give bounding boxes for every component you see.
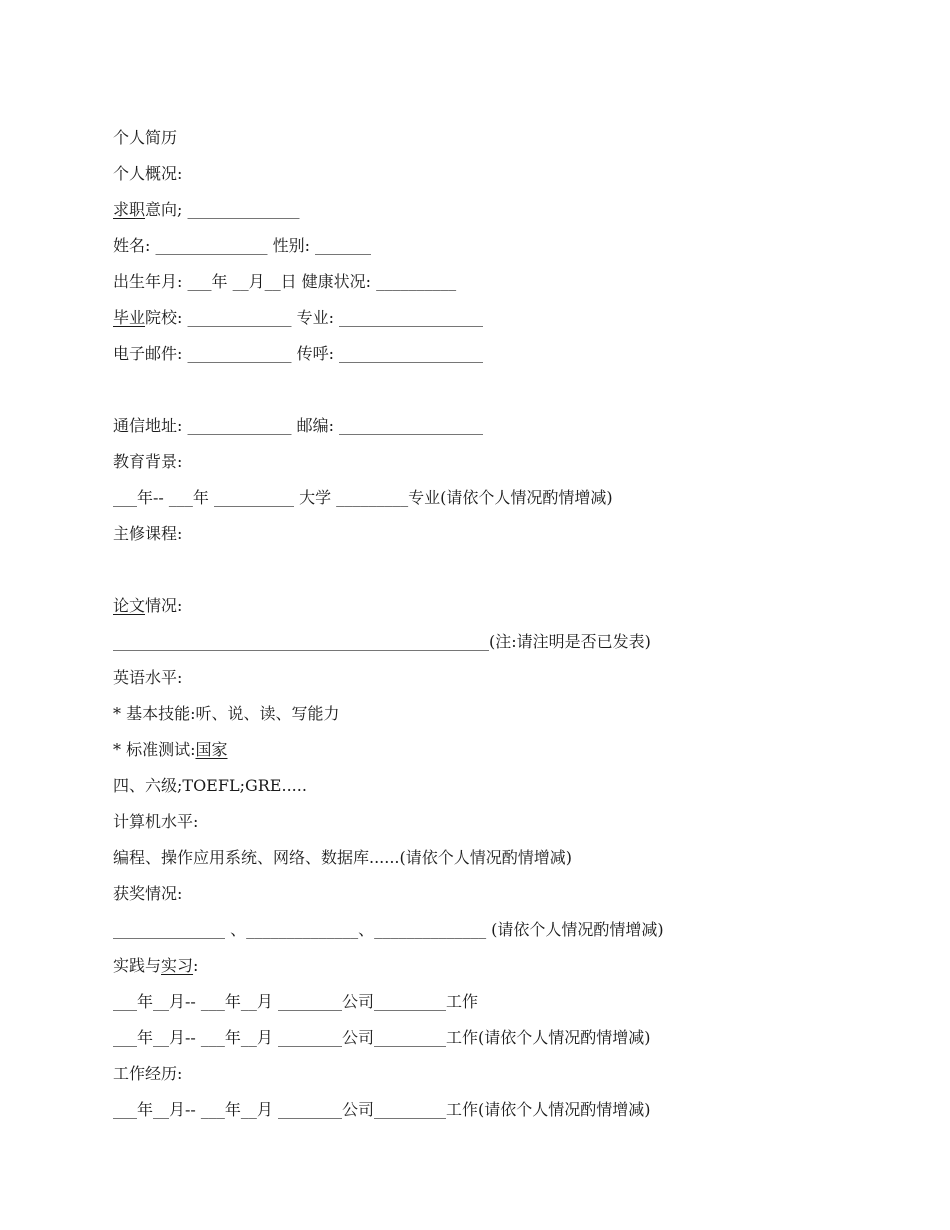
section-heading-practice: 实践与实习: [113,956,199,975]
practice-entry-line: ___年__月-- ___年__月 ________公司_________工作(请依个人情况酌情增减) [113,1028,651,1047]
underlined-term: 实习 [161,956,194,975]
email-pager-line: 电子邮件: _____________ 传呼: __________________ [113,344,484,363]
section-heading-computer: 计算机水平: [113,812,199,831]
thesis-entry-line: _______________________________________________(注:请注明是否已发表) [113,632,651,651]
section-heading-english: 英语水平: [113,668,183,687]
job-intention-line: 求职意向; ______________ [113,200,300,219]
underlined-term: 国家 [195,740,228,759]
section-heading-education: 教育背景: [113,452,183,471]
awards-entry-line: ______________ 、______________、______________ (请依个人情况酌情增减) [113,920,664,939]
blank-line [113,552,873,588]
blank-line [113,372,873,408]
name-gender-line: 姓名: ______________ 性别: _______ [113,236,372,255]
underlined-term: 求职 [113,200,146,219]
underlined-term: 论文 [113,596,146,615]
school-major-line: 毕业院校: _____________ 专业: __________________ [113,308,484,327]
section-heading-awards: 获奖情况: [113,884,183,903]
section-heading-work: 工作经历: [113,1064,183,1083]
education-entry-line: ___年-- ___年 __________ 大学 _________专业(请依个人情况酌情增减) [113,488,613,507]
underlined-term: 毕业 [113,308,146,327]
document-title: 个人简历 [113,128,178,147]
resume-document [113,120,873,1128]
birth-health-line: 出生年月: ___年 __月__日 健康状况: __________ [113,272,457,291]
english-skills-line: * 基本技能:听、说、读、写能力 [113,704,340,723]
address-postcode-line: 通信地址: _____________ 邮编: __________________ [113,416,484,435]
section-heading-personal-overview: 个人概况: [113,164,183,183]
section-heading-thesis: 论文情况: [113,596,183,615]
practice-entry-line: ___年__月-- ___年__月 ________公司_________工作 [113,992,478,1011]
section-heading-courses: 主修课程: [113,524,183,543]
english-test-names-line: 四、六级;TOEFL;GRE..... [113,776,307,795]
english-tests-line: * 标准测试:国家 [113,740,228,759]
work-entry-line: ___年__月-- ___年__月 ________公司_________工作(请依个人情况酌情增减) [113,1100,651,1119]
computer-skills-line: 编程、操作应用系统、网络、数据库......(请依个人情况酌情增减) [113,848,573,867]
